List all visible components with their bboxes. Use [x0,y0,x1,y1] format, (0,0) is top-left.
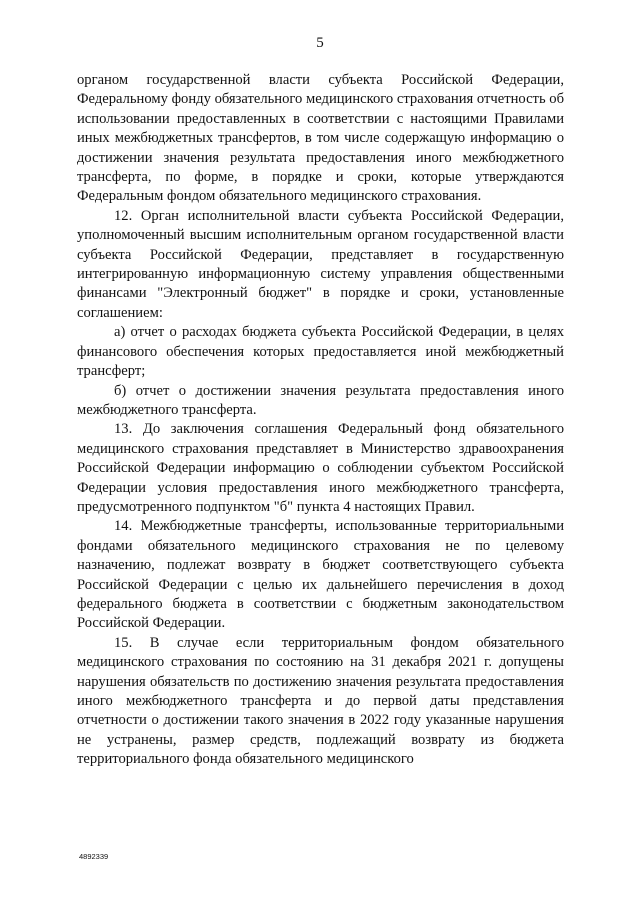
paragraph-15: 15. В случае если территориальным фондом обязательного медицинского страхования по состоянию на 31 декабря 2021 г. допущены нарушения обязательств по достижению значения результата предоставления иного межбюджетного трансферта и до первой даты представления отчетности о достижении такого значения в 2022 году указанные нарушения не устранены, размер средств, подлежащий возврату из бюджета территориального фонда обязательного медицинского [77,634,564,768]
document-body [77,71,564,770]
paragraph-12-item-b: б) отчет о достижении значения результата предоставления иного межбюджетного трансферта. [77,382,564,418]
paragraph-12-item-a: а) отчет о расходах бюджета субъекта Российской Федерации, в целях финансового обеспечения которых предоставляется иной межбюджетный трансферт; [77,324,564,380]
document-id: 4892339 [79,852,109,861]
paragraph-continuation: органом государственной власти субъекта Российской Федерации, Федеральному фонду обязательного медицинского страхования отчетность об использовании предоставленных в соответствии с настоящими Правилами иных межбюджетных трансфертов, в том числе содержащую информацию о достижении значения результата предоставления иного межбюджетного трансферта, по форме, в порядке и сроки, которые утверждаются Федеральным фондом обязательного медицинского страхования. [77,72,564,205]
paragraph-14: 14. Межбюджетные трансферты, использованные территориальными фондами обязательного медицинского страхования не по целевому назначению, подлежат возврату в бюджет соответствующего субъекта Российской Федерации с целью их дальнейшего перечисления в доход федерального бюджета в соответствии с бюджетным законодательством Российской Федерации. [77,518,564,632]
paragraph-12: 12. Орган исполнительной власти субъекта Российской Федерации, уполномоченный высшим исполнительным органом государственной власти субъекта Российской Федерации, представляет в государственную интегрированную информационную систему управления общественными финансами "Электронный бюджет" в порядке и сроки, установленные соглашением: [77,207,564,321]
page-number: 5 [316,35,324,51]
paragraph-13: 13. До заключения соглашения Федеральный фонд обязательного медицинского страхования представляет в Министерство здравоохранения Российской Федерации информацию о соблюдении субъектом Российской Федерации условия предоставления иного межбюджетного трансферта, предусмотренного подпунктом "б" пункта 4 настоящих Правил. [77,421,564,515]
